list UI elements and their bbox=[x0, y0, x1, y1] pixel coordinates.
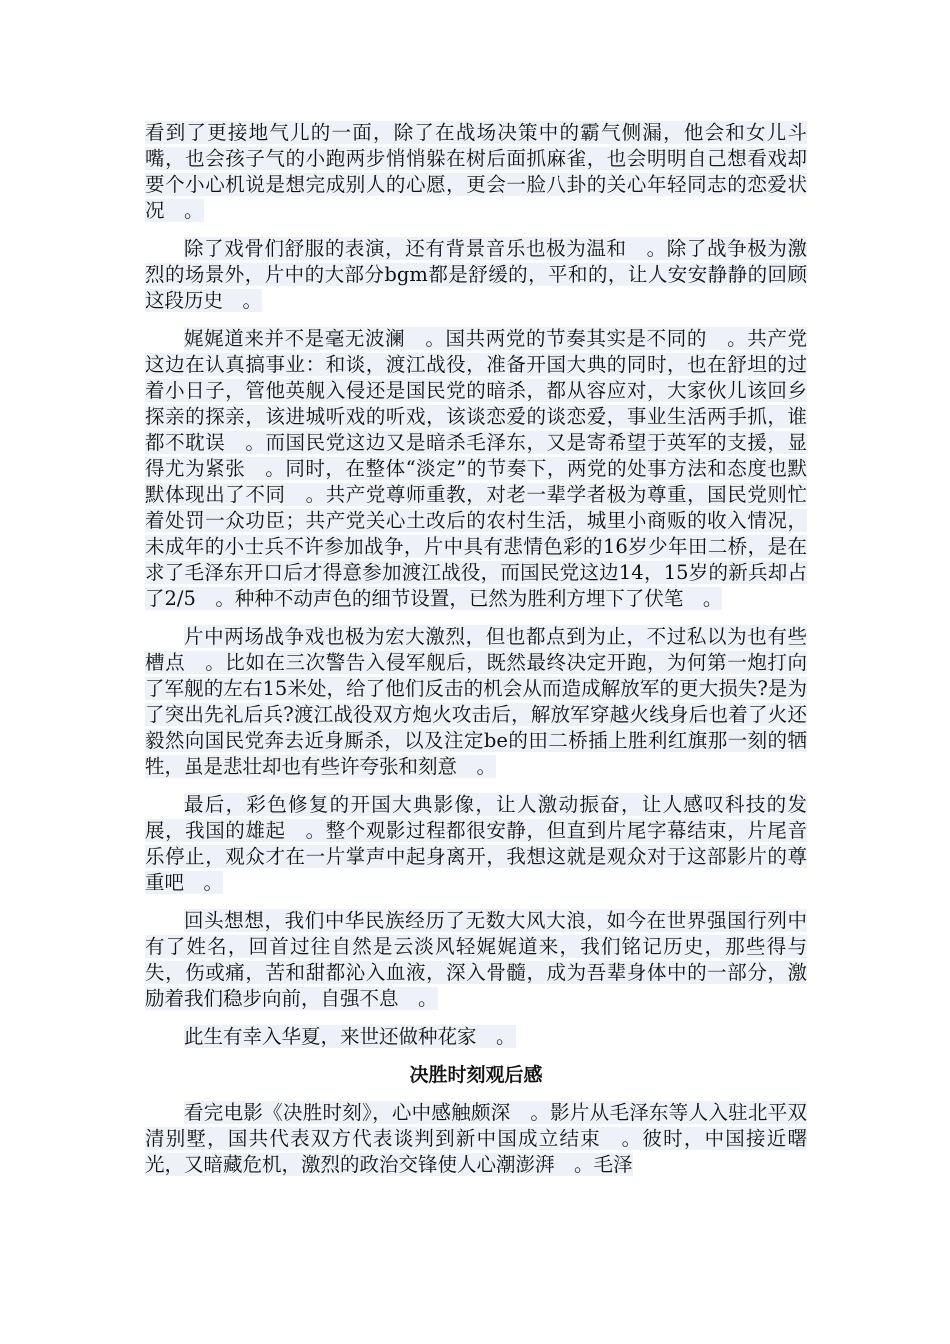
paragraph-6: 回头想想，我们中华民族经历了无数大风大浪，如今在世界强国行列中有了姓名，回首过往自然是云淡风轻娓娓道来，我们铭记历史，那些得与失，伤或痛，苦和甜都沁入血液，深入骨髓，成为吾辈身体中的一部分，激励着我们稳步向前，自强不息 。 bbox=[145, 909, 807, 1010]
document-page bbox=[145, 120, 807, 1190]
paragraph-7: 此生有幸入华夏，来世还做种花家 。 bbox=[184, 1025, 516, 1048]
paragraph-5: 最后，彩色修复的开国大典影像，让人激动振奋，让人感叹科技的发展，我国的雄起 。整个观影过程都很安静，但直到片尾字幕结束，片尾音乐停止，观众才在一片掌声中起身离开，我想这就是观众对于这部影片的尊重吧 。 bbox=[145, 793, 807, 894]
paragraph-4: 片中两场战争戏也极为宏大激烈，但也都点到为止，不过私以为也有些槽点 。比如在三次警告入侵军舰后，既然最终决定开跑，为何第一炮打向了军舰的左右15米处，给了他们反击的机会从而造成解放军的更大损失?是为了突出先礼后兵?渡江战役双方炮火攻击后，解放军穿越火线身后也着了火还毅然向国民党奔去近身厮杀，以及注定be的田二桥插上胜利红旗那一刻的牺牲，虽是悲壮却也有些许夸张和刻意 。 bbox=[145, 625, 807, 778]
section-title: 决胜时刻观后感 bbox=[409, 1064, 543, 1086]
paragraph-1: 看到了更接地气儿的一面，除了在战场决策中的霸气侧漏，他会和女儿斗嘴，也会孩子气的小跑两步悄悄躲在树后面抓麻雀，也会明明自己想看戏却要个小心机说是想完成别人的心愿，更会一脸八卦的关心年轻同志的恋爱状况 。 bbox=[145, 121, 807, 222]
paragraph-2: 除了戏骨们舒服的表演，还有背景音乐也极为温和 。除了战争极为激烈的场景外，片中的大部分bgm都是舒缓的，平和的，让人安安静静的回顾这段历史 。 bbox=[145, 237, 807, 312]
section-paragraph: 看完电影《决胜时刻》，心中感触颇深 。影片从毛泽东等人入驻北平双清别墅，国共代表双方代表谈判到新中国成立结束 。彼时，中国接近曙光，又暗藏危机，激烈的政治交锋使人心潮澎湃 。毛泽 bbox=[145, 1101, 807, 1176]
paragraph-3: 娓娓道来并不是毫无波澜 。国共两党的节奏其实是不同的 。共产党这边在认真搞事业：和谈，渡江战役，准备开国大典的同时，也在舒坦的过着小日子，管他英舰入侵还是国民党的暗杀，都从容应对，大家伙儿该回乡探亲的探亲，该进城听戏的听戏，该谈恋爱的谈恋爱，事业生活两手抓，谁都不耽误 。而国民党这边又是暗杀毛泽东，又是寄希望于英军的支援，显得尤为紧张 。同时，在整体“淡定”的节奏下，两党的处事方法和态度也默默体现出了不同 。共产党尊师重教，对老一辈学者极为尊重，国民党则忙着处罚一众功臣；共产党关心土改后的农村生活，城里小商贩的收入情况，未成年的小士兵不许参加战争，片中具有悲情色彩的16岁少年田二桥，是在求了毛泽东开口后才得意参加渡江战役，而国民党这边14，15岁的新兵却占了2/5 。种种不动声色的细节设置，已然为胜利方埋下了伏笔 。 bbox=[145, 327, 807, 610]
